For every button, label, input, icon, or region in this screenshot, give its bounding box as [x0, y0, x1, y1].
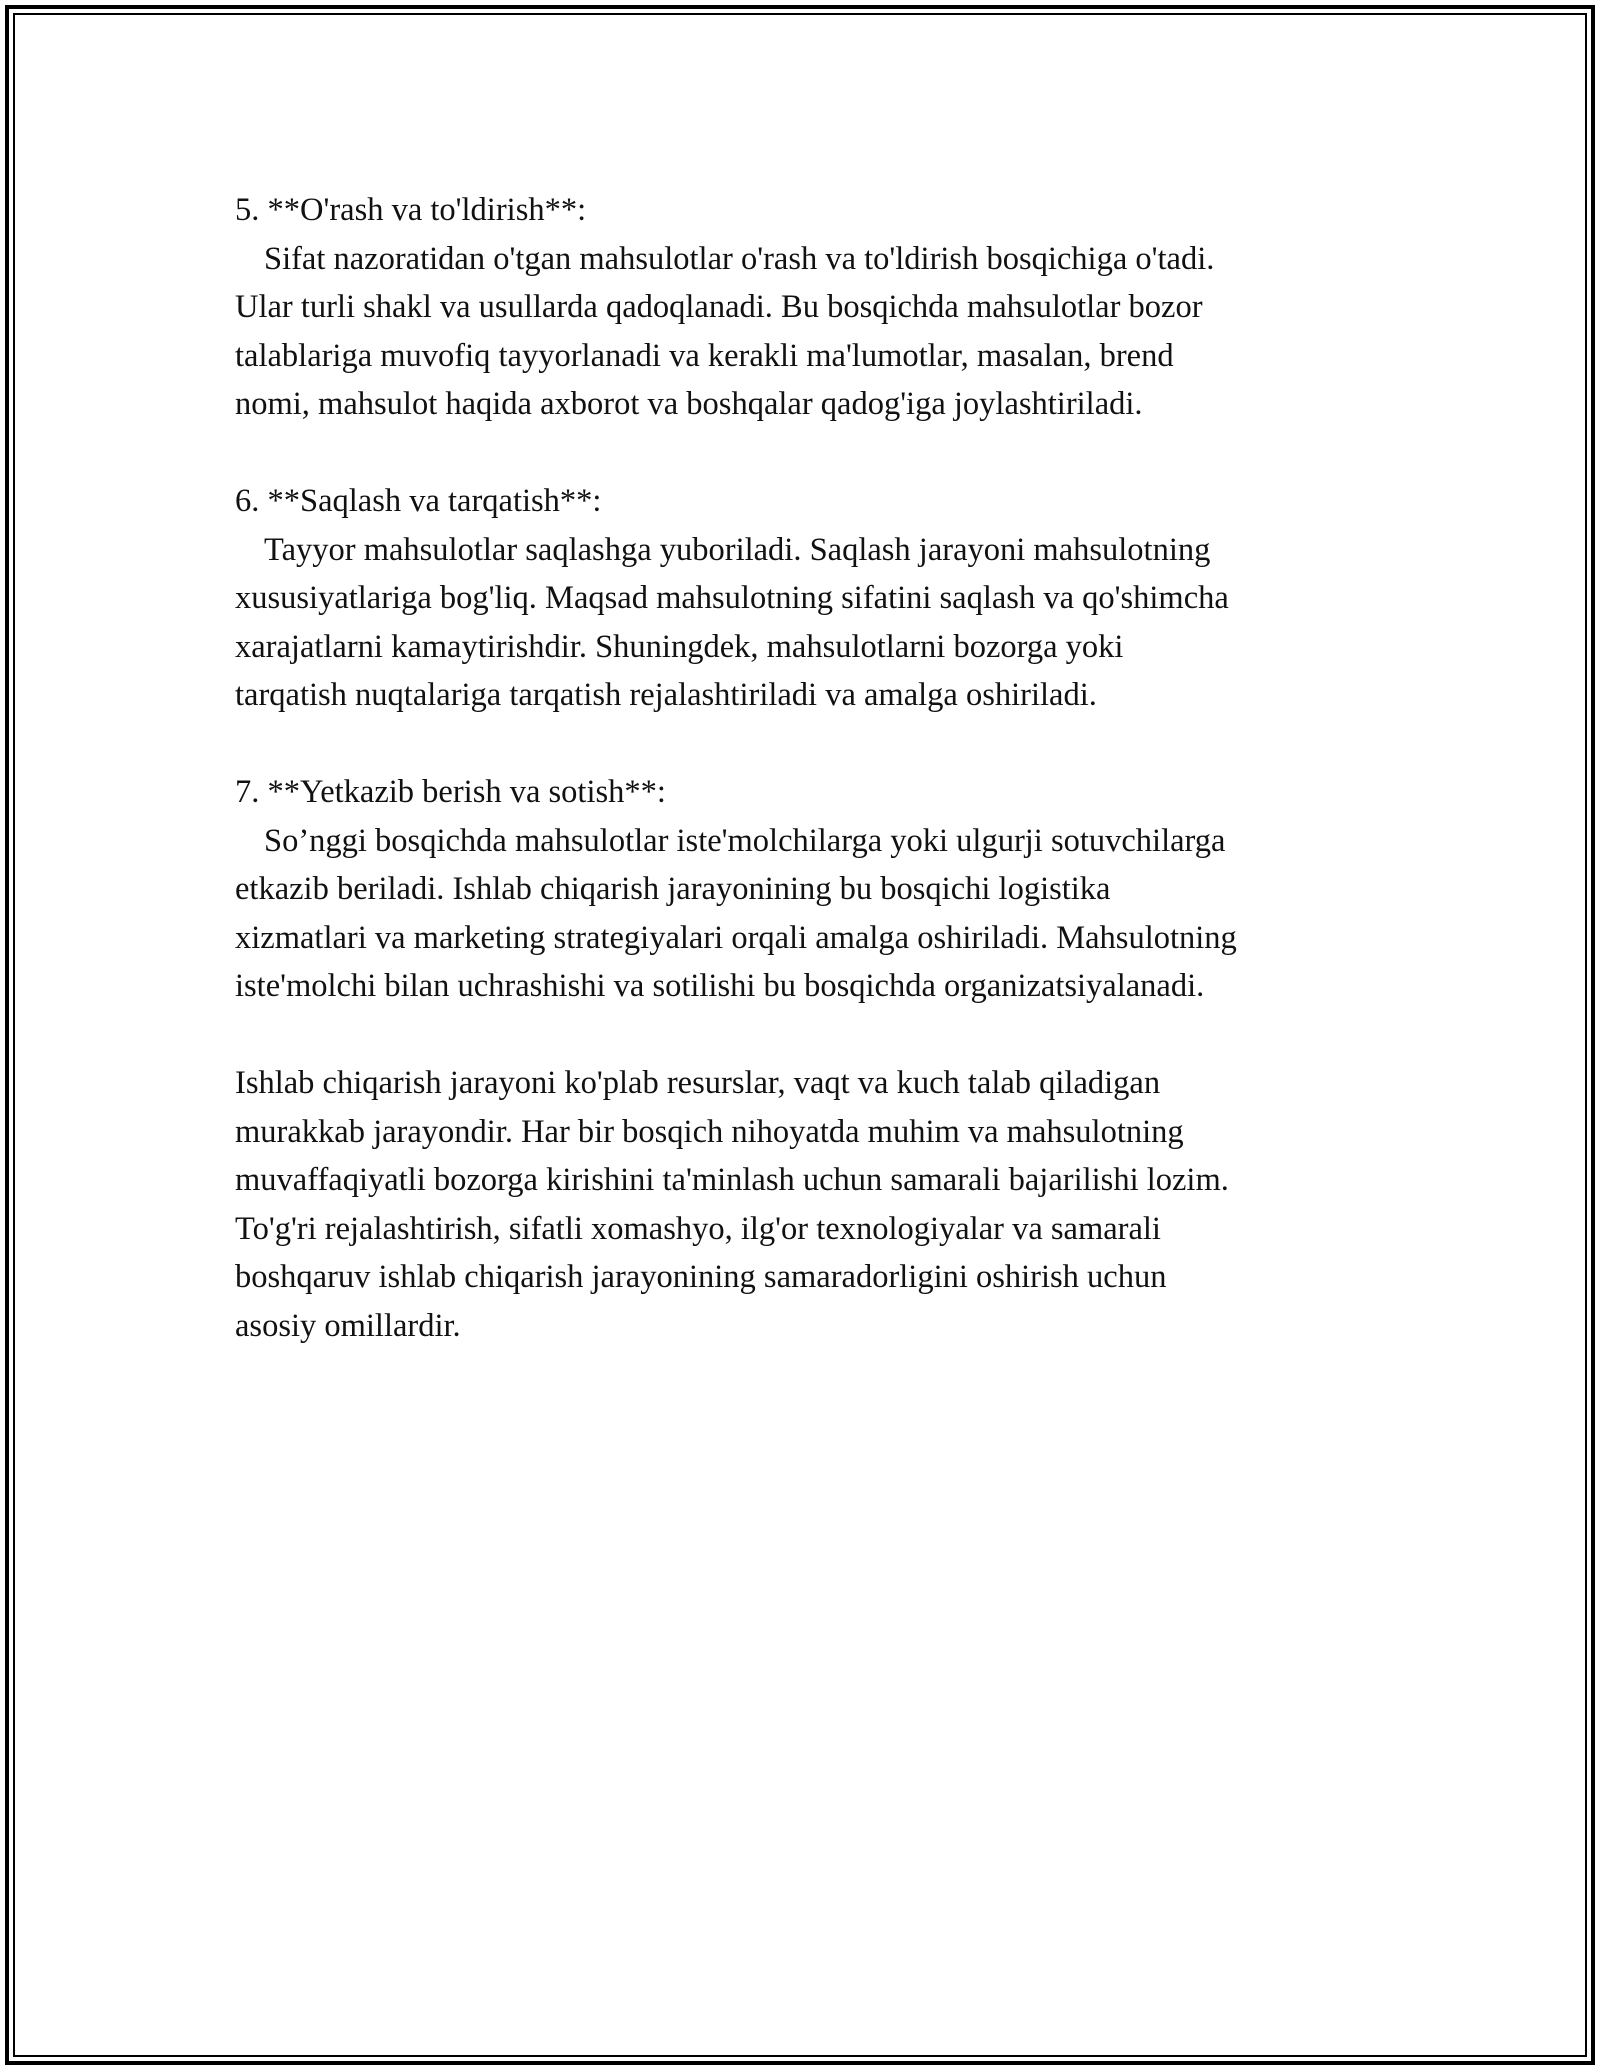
- section-heading: 7. **Yetkazib berish va sotish**:: [235, 774, 666, 810]
- conclusion-paragraph: [235, 1059, 1395, 1350]
- paragraph-line: Tayyor mahsulotlar saqlashga yuboriladi. Saqlash jarayoni mahsulotning: [264, 531, 1211, 568]
- paragraph-line: talablariga muvofiq tayyorlanadi va kerakli ma'lumotlar, masalan, brend: [235, 337, 1174, 374]
- section-heading: 5. **O'rash va to'ldirish**:: [235, 192, 587, 228]
- paragraph-line: xususiyatlariga bog'liq. Maqsad mahsulotning sifatini saqlash va qo'shimcha: [235, 580, 1229, 616]
- paragraph-line: etkazib beriladi. Ishlab chiqarish jarayonining bu bosqichi logistika: [235, 871, 1111, 907]
- paragraph-line: tarqatish nuqtalariga tarqatish rejalashtiriladi va amalga oshiriladi.: [235, 677, 1097, 713]
- paragraph-line: boshqaruv ishlab chiqarish jarayonining samaradorligini oshirish uchun: [235, 1259, 1167, 1295]
- section-packaging: [235, 186, 1395, 429]
- paragraph-line: muvaffaqiyatli bozorga kirishini ta'minlash uchun samarali bajarilishi lozim.: [235, 1162, 1229, 1198]
- paragraph-line: Sifat nazoratidan o'tgan mahsulotlar o'rash va to'ldirish bosqichiga o'tadi.: [264, 240, 1215, 277]
- paragraph-line: xarajatlarni kamaytirishdir. Shuningdek, mahsulotlarni bozorga yoki: [235, 628, 1124, 665]
- paragraph-line: Ishlab chiqarish jarayoni ko'plab resurslar, vaqt va kuch talab qiladigan: [235, 1065, 1161, 1101]
- paragraph-line: To'g'ri rejalashtirish, sifatli xomashyo, ilg'or texnologiyalar va samarali: [235, 1210, 1161, 1247]
- paragraph-line: Ular turli shakl va usullarda qadoqlanadi. Bu bosqichda mahsulotlar bozor: [235, 289, 1203, 325]
- paragraph-line: iste'molchi bilan uchrashishi va sotilishi bu bosqichda organizatsiyalanadi.: [235, 968, 1205, 1004]
- paragraph-line: xizmatlari va marketing strategiyalari orqali amalga oshiriladi. Mahsulotning: [235, 919, 1237, 956]
- paragraph-line: asosiy omillardir.: [235, 1307, 461, 1344]
- section-storage: [235, 477, 1395, 720]
- section-delivery: [235, 768, 1395, 1011]
- document-body: [235, 186, 1395, 1399]
- paragraph-line: murakkab jarayondir. Har bir bosqich nihoyatda muhim va mahsulotning: [235, 1113, 1184, 1150]
- paragraph-line: So’nggi bosqichda mahsulotlar iste'molchilarga yoki ulgurji sotuvchilarga: [264, 822, 1226, 859]
- section-heading: 6. **Saqlash va tarqatish**:: [235, 483, 602, 519]
- paragraph-line: nomi, mahsulot haqida axborot va boshqalar qadog'iga joylashtiriladi.: [235, 386, 1143, 422]
